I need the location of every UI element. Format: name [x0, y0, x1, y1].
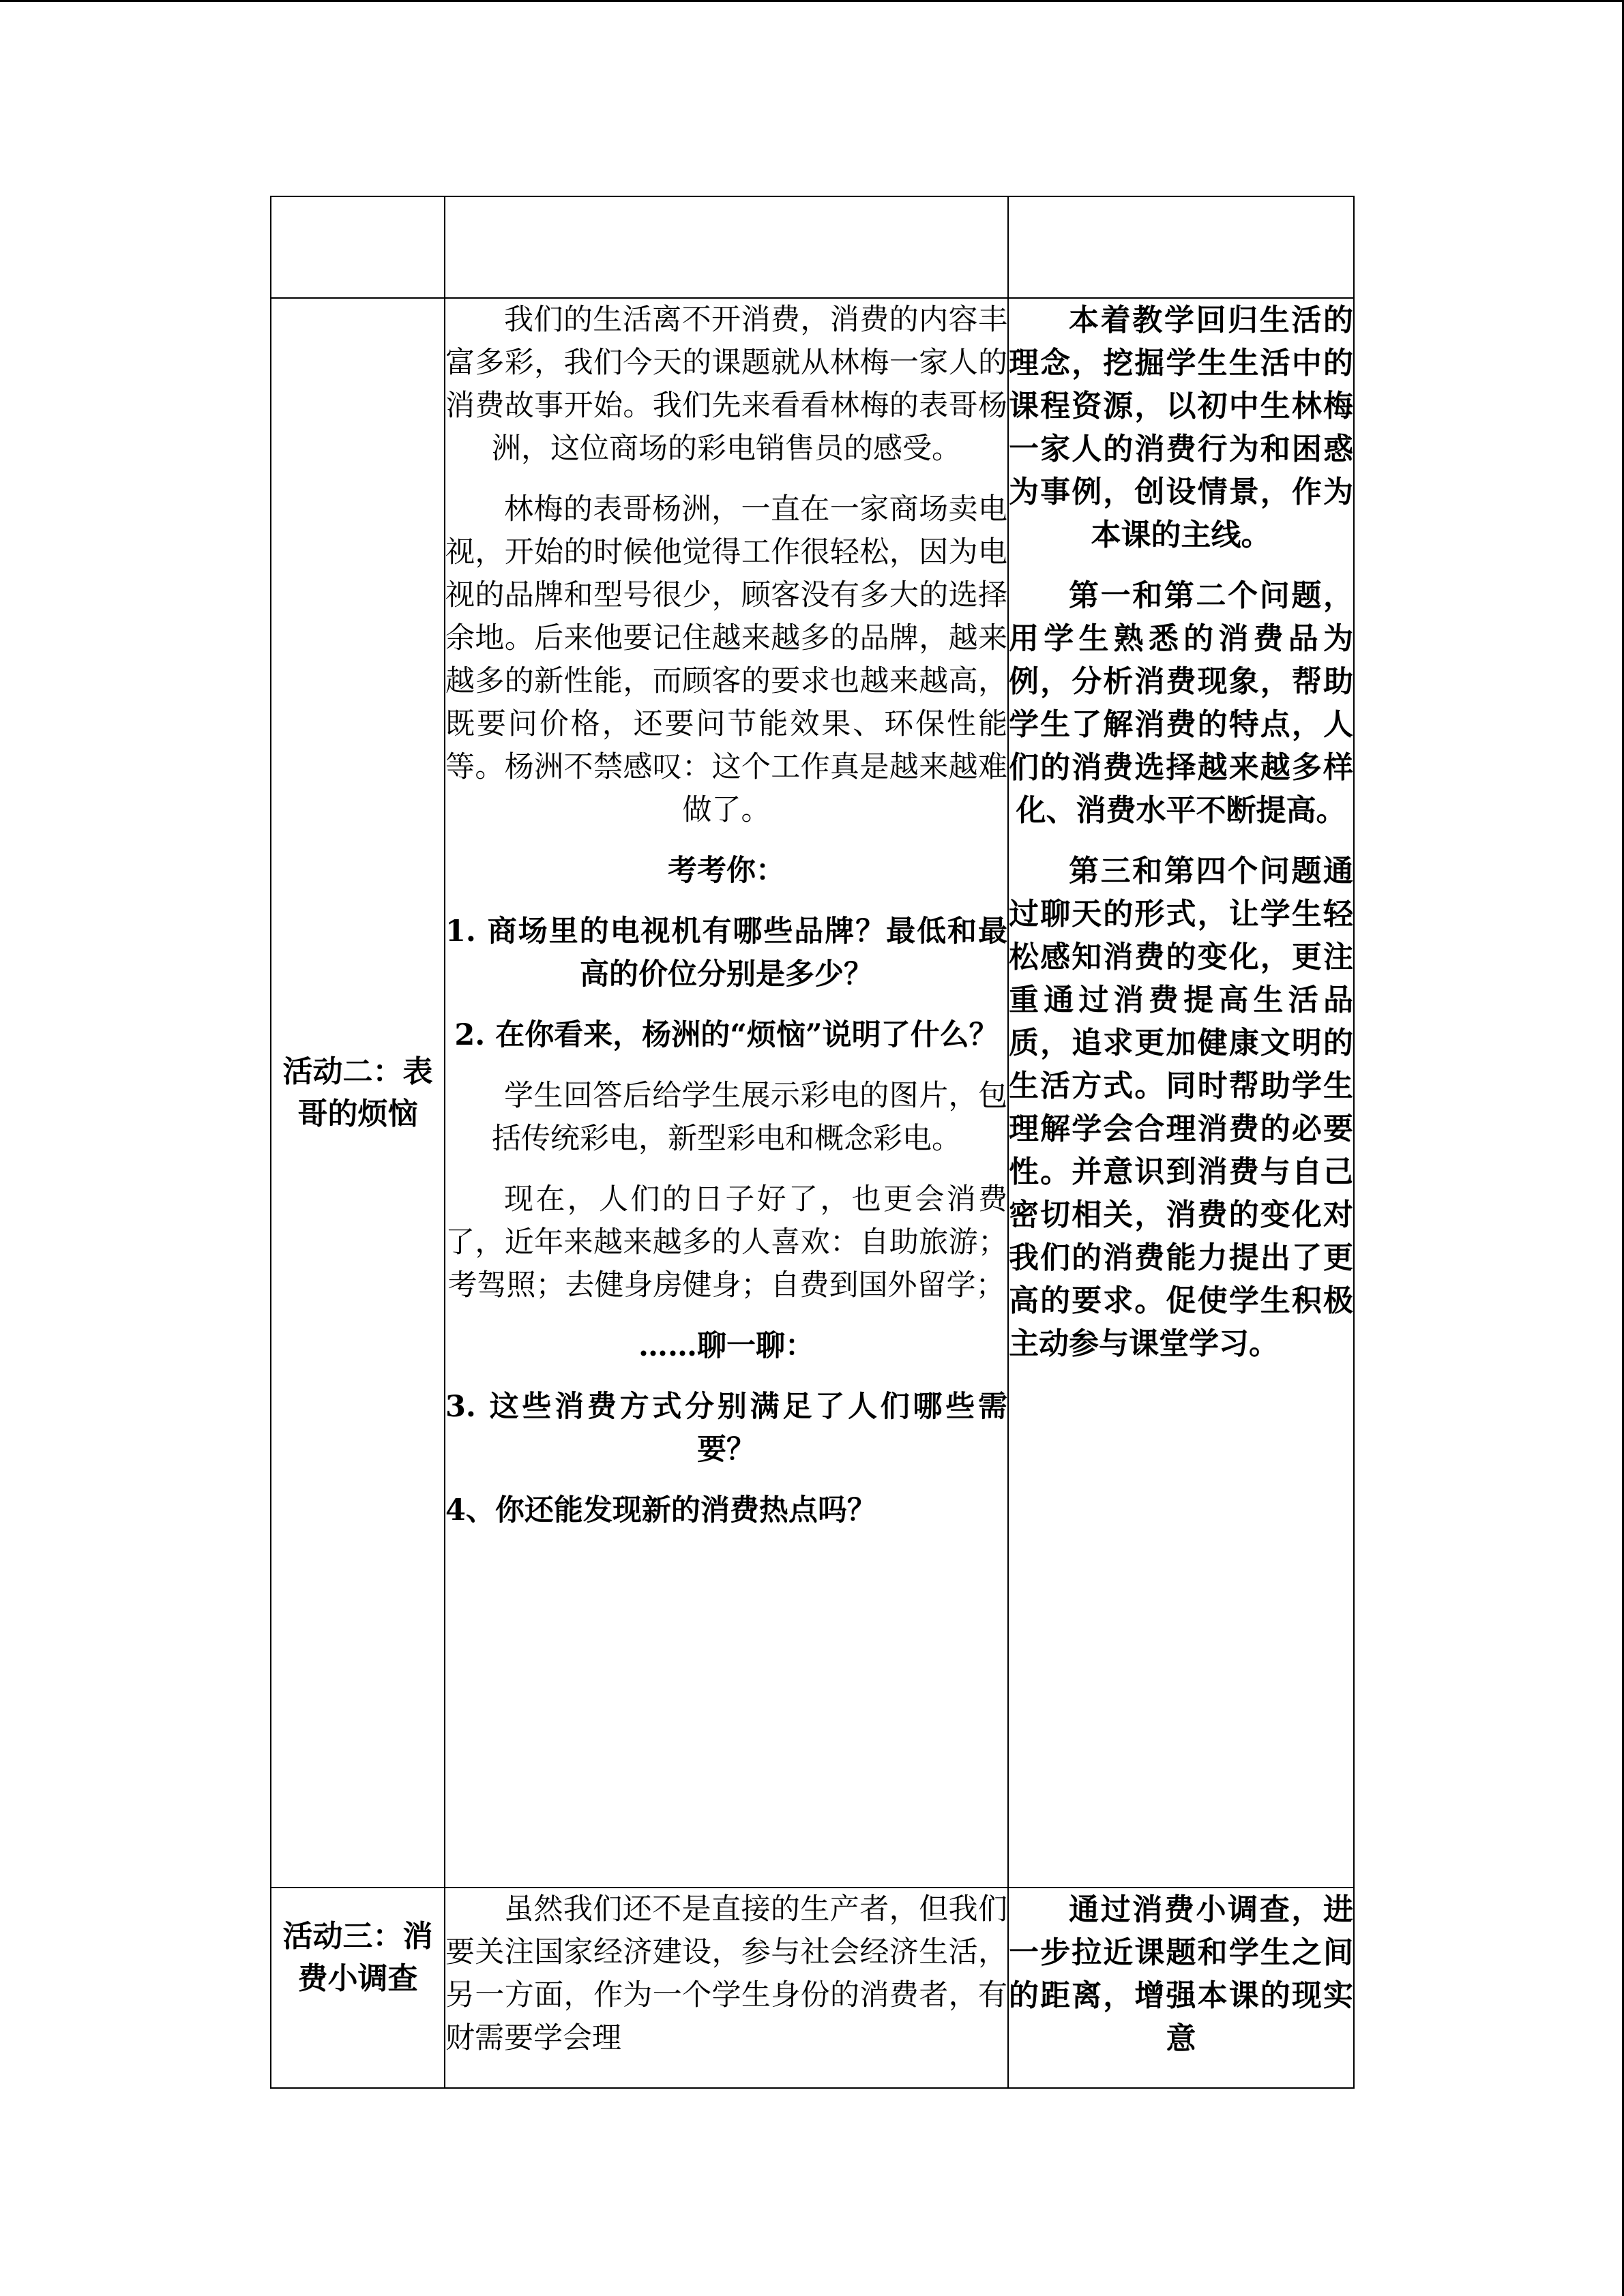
- activity-2-label: 活动二：表哥的烦恼: [282, 1054, 433, 1131]
- table-row-empty: [271, 196, 1354, 298]
- activity-cell-empty: [271, 196, 445, 298]
- page-top-border: [0, 0, 1624, 2]
- activity-3-label: 活动三：消费小调查: [282, 1919, 433, 1996]
- table-row-activity-2: [271, 298, 1354, 1888]
- activity-3-content: [445, 1888, 1008, 2088]
- survey-paragraph: 虽然我们还不是直接的生产者，但我们要关注国家经济建设，参与社会经济生活，另一方面，作为一个学生身份的消费者，有财需要学会理: [445, 1892, 1007, 2055]
- survey-design-paragraph: 通过消费小调查，进一步拉近课题和学生之间的距离，增强本课的现实意: [1009, 1892, 1353, 2056]
- now-paragraph: 现在，人们的日子好了，也更会消费了，近年来越来越多的人喜欢：自助旅游；考驾照；去健身房健身；自费到国外留学；: [445, 1182, 1007, 1302]
- table-row-activity-3: [271, 1888, 1354, 2088]
- intro-paragraph: 我们的生活离不开消费，消费的内容丰富多彩，我们今天的课题就从林梅一家人的消费故事开始。我们先来看看林梅的表哥杨洲，这位商场的彩电销售员的感受。: [445, 303, 1007, 466]
- story-paragraph: 林梅的表哥杨洲，一直在一家商场卖电视，开始的时候他觉得工作很轻松，因为电视的品牌和型号很少，顾客没有多大的选择余地。后来他要记住越来越多的品牌，越来越多的新性能，而顾客的要求也越来越高，既要问价格，还要问节能效果、环保性能等。杨洲不禁感叹：这个工作真是越来越难做了。: [445, 492, 1007, 827]
- activity-2-title: [271, 298, 445, 1888]
- question-4: 4、你还能发现新的消费热点吗？: [445, 1493, 876, 1527]
- question-2: 2. 在你看来，杨洲的“烦恼”说明了什么？: [454, 1018, 999, 1052]
- design-cell-empty: [1008, 196, 1354, 298]
- chat-heading: ……聊一聊：: [638, 1329, 814, 1363]
- question-3: 3. 这些消费方式分别满足了人们哪些需要？: [445, 1390, 1007, 1467]
- question-1: 1. 商场里的电视机有哪些品牌？最低和最高的价位分别是多少？: [445, 914, 1007, 992]
- design-paragraph-2: 第一和第二个问题，用学生熟悉的消费品为例，分析消费现象，帮助学生了解消费的特点，人们的消费选择越来越多样化、消费水平不断提高。: [1009, 578, 1353, 828]
- content-cell-empty: [445, 196, 1008, 298]
- lesson-plan-table: [270, 196, 1355, 2089]
- show-paragraph: 学生回答后给学生展示彩电的图片，包括传统彩电，新型彩电和概念彩电。: [492, 1079, 1007, 1156]
- activity-2-content: [445, 298, 1008, 1888]
- design-paragraph-1: 本着教学回归生活的理念，挖掘学生生活中的课程资源，以初中生林梅一家人的消费行为和困惑为事例，创设情景，作为本课的主线。: [1009, 303, 1353, 552]
- activity-3-title: [271, 1888, 445, 2088]
- quiz-heading: 考考你：: [668, 854, 785, 888]
- design-paragraph-3: 第三和第四个问题通过聊天的形式，让学生轻松感知消费的变化，更注重通过消费提高生活品质，追求更加健康文明的生活方式。同时帮助学生理解学会合理消费的必要性。并意识到消费与自己密切相关，消费的变化对我们的消费能力提出了更高的要求。促使学生积极主动参与课堂学习。: [1009, 854, 1353, 1361]
- activity-2-design: [1008, 298, 1354, 1888]
- activity-3-design: [1008, 1888, 1354, 2088]
